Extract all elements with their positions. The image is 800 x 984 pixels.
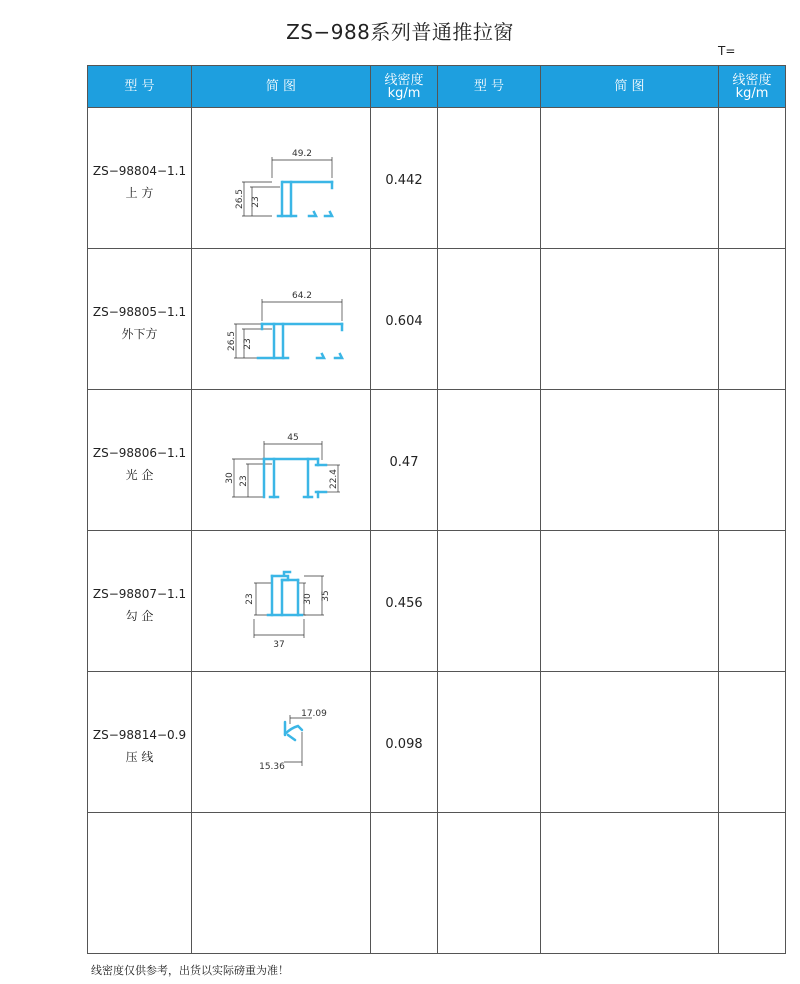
header-density: 线密度 kg/m [719,66,786,108]
dim-label: 23 [251,196,261,208]
header-sketch: 简 图 [541,66,719,108]
dim-label: 26.5 [227,330,237,352]
model-cell [88,672,192,813]
t-label: T= [718,44,736,58]
model-code: ZS−98805−1.1 [92,305,187,319]
density-cell [371,108,438,249]
density-value: 0.604 [385,314,423,329]
density-cell [371,672,438,813]
dim-label: 23 [239,475,249,487]
profile-sketch [192,249,370,389]
dim-label: 45 [287,433,299,443]
table-header-row [88,66,786,108]
empty-cell [541,531,719,672]
dim-label: 64.2 [291,291,313,301]
model-code: ZS−98806−1.1 [92,446,187,460]
empty-cell [541,108,719,249]
model-code: ZS−98807−1.1 [92,587,187,601]
table-row [88,249,786,390]
model-cell [88,390,192,531]
sketch-cell [192,390,371,531]
table-row [88,390,786,531]
empty-cell [371,813,438,954]
empty-cell [719,813,786,954]
page-title: ZS−988系列普通推拉窗 [286,20,514,44]
dim-label: 26.5 [235,188,245,210]
dim-label: 15.36 [259,762,285,772]
dim-label: 37 [273,640,285,650]
empty-cell [438,531,541,672]
empty-cell [438,249,541,390]
table-row [88,672,786,813]
model-name: 光 企 [125,468,154,482]
header-model: 型 号 [438,66,541,108]
density-value: 0.098 [385,737,423,752]
table-row [88,531,786,672]
model-name: 勾 企 [125,609,154,623]
density-cell [371,531,438,672]
model-cell [88,249,192,390]
footer-note: 线密度仅供参考，出货以实际磅重为准！ [91,964,289,977]
model-name: 上 方 [125,186,154,200]
sketch-cell [192,531,371,672]
sketch-cell [192,108,371,249]
empty-cell [541,813,719,954]
sketch-cell [192,672,371,813]
model-code: ZS−98804−1.1 [92,164,187,178]
table-row [88,813,786,954]
sketch-cell [192,249,371,390]
empty-cell [541,390,719,531]
header-model: 型 号 [88,66,192,108]
empty-cell [438,108,541,249]
header-sketch: 简 图 [192,66,371,108]
empty-cell [438,390,541,531]
empty-cell [438,672,541,813]
dim-label: 49.2 [291,149,313,159]
dim-label: 23 [243,338,253,350]
empty-cell [88,813,192,954]
empty-cell [719,390,786,531]
density-value: 0.442 [385,173,423,188]
dim-label: 22.4 [329,468,339,490]
empty-cell [719,672,786,813]
empty-cell [541,672,719,813]
empty-cell [438,813,541,954]
profile-sketch [192,672,370,812]
density-cell [371,390,438,531]
table-row [88,108,786,249]
dim-label: 30 [225,472,235,484]
profile-sketch [192,390,370,530]
dim-label: 17.09 [301,709,327,719]
model-cell [88,108,192,249]
dim-label: 35 [321,590,331,602]
model-code: ZS−98814−0.9 [92,728,187,742]
empty-cell [541,249,719,390]
empty-cell [719,531,786,672]
header-density: 线密度 kg/m [371,66,438,108]
profile-sketch [192,531,370,671]
profile-table [87,65,786,954]
dim-label: 30 [303,593,313,605]
empty-cell [192,813,371,954]
empty-cell [719,108,786,249]
model-name: 压 线 [125,750,154,764]
model-cell [88,531,192,672]
density-value: 0.456 [385,596,423,611]
density-cell [371,249,438,390]
dim-label: 23 [245,593,255,605]
model-name: 外下方 [121,327,158,341]
profile-sketch [192,108,370,248]
empty-cell [719,249,786,390]
density-value: 0.47 [389,455,419,470]
